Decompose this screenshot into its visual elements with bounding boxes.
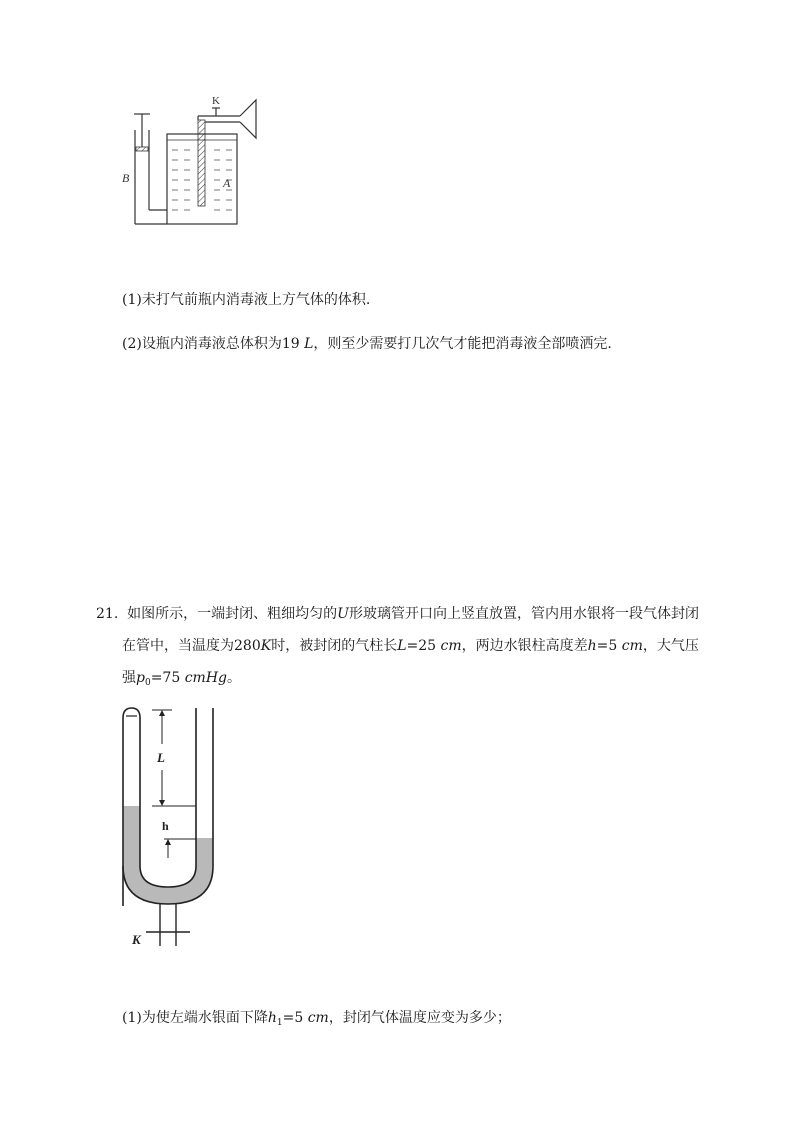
- q20-sub2-unit: L: [304, 336, 314, 352]
- q21-sub1-h-var: h: [267, 1010, 277, 1026]
- q21-temp-value: 280: [234, 638, 261, 654]
- h-arrowhead: [165, 839, 171, 845]
- nozzle: [240, 100, 256, 138]
- L-arrowhead-top: [159, 710, 165, 716]
- q20-sub1-num: (1): [122, 292, 142, 308]
- q21-h-var: h: [587, 638, 597, 654]
- label-L: L: [157, 750, 165, 765]
- q20-sub2-text-b: ，则至少需要打几次气才能把消毒液全部喷洒完.: [313, 336, 612, 352]
- q21-line3: [122, 668, 241, 693]
- q21-text-2a: 在管中，当温度为: [122, 638, 234, 654]
- q21-text-2c: ，两边水银柱高度差: [461, 638, 588, 654]
- q21-L-unit: cm: [440, 638, 462, 654]
- q21-sub1-h-sub: 1: [276, 1018, 283, 1028]
- label-h: h: [162, 819, 169, 833]
- q21-text-2b: 时，被封闭的气柱长: [271, 638, 398, 654]
- q21-text-3a: 强: [122, 670, 136, 686]
- q21-p-var: p: [136, 670, 145, 686]
- q21-sub1-h-unit: cm: [307, 1010, 329, 1026]
- q21-p-unit: cmHg: [184, 670, 227, 686]
- q21-L-eq: =25: [406, 638, 437, 654]
- outlet-tube: [198, 120, 205, 206]
- pump-piston: [136, 147, 148, 151]
- q21-line1: [96, 604, 699, 624]
- L-arrowhead-bottom: [159, 800, 165, 806]
- q21-L-var: L: [397, 638, 407, 654]
- sprayer-figure: [110, 92, 270, 232]
- q21-sub1-text-a: 为使左端水银面下降: [141, 1010, 268, 1026]
- q21-line2: [122, 636, 699, 656]
- q21-sub1-num: (1): [122, 1010, 142, 1026]
- q21-p-eq: =75: [150, 670, 181, 686]
- label-a: A: [223, 176, 231, 190]
- q21-text-3b: 。: [227, 670, 241, 686]
- label-k: K: [212, 95, 220, 107]
- u-tube-figure: [118, 706, 218, 952]
- q21-sub1-text-b: ，封闭气体温度应变为多少；: [328, 1010, 511, 1026]
- q21-h-unit: cm: [621, 638, 643, 654]
- q20-sub1-text: 未打气前瓶内消毒液上方气体的体积.: [141, 292, 371, 308]
- q21-temp-unit: K: [260, 638, 272, 654]
- q20-sub2-value: 19: [281, 336, 300, 352]
- q21-sub1: [122, 1008, 511, 1033]
- q21-text-1b: 形玻璃管开口向上竖直放置，管内用水银将一段气体封闭: [348, 606, 699, 622]
- q21-number: 21.: [96, 606, 119, 622]
- q20-sub2: [122, 334, 612, 354]
- q21-u-letter: U: [337, 606, 349, 622]
- q20-sub2-num: (2): [122, 336, 142, 352]
- q21-text-2d: ，大气压: [642, 638, 699, 654]
- q21-h-eq: =5: [596, 638, 618, 654]
- q21-text-1: 如图所示，一端封闭、粗细均匀的: [127, 606, 338, 622]
- label-b: B: [122, 171, 130, 185]
- q21-p-sub: 0: [144, 678, 151, 688]
- q20-sub2-text-a: 设瓶内消毒液总体积为: [141, 336, 282, 352]
- q20-sub1: [122, 290, 370, 310]
- q21-sub1-h-eq: =5: [282, 1010, 304, 1026]
- label-K: K: [132, 932, 141, 947]
